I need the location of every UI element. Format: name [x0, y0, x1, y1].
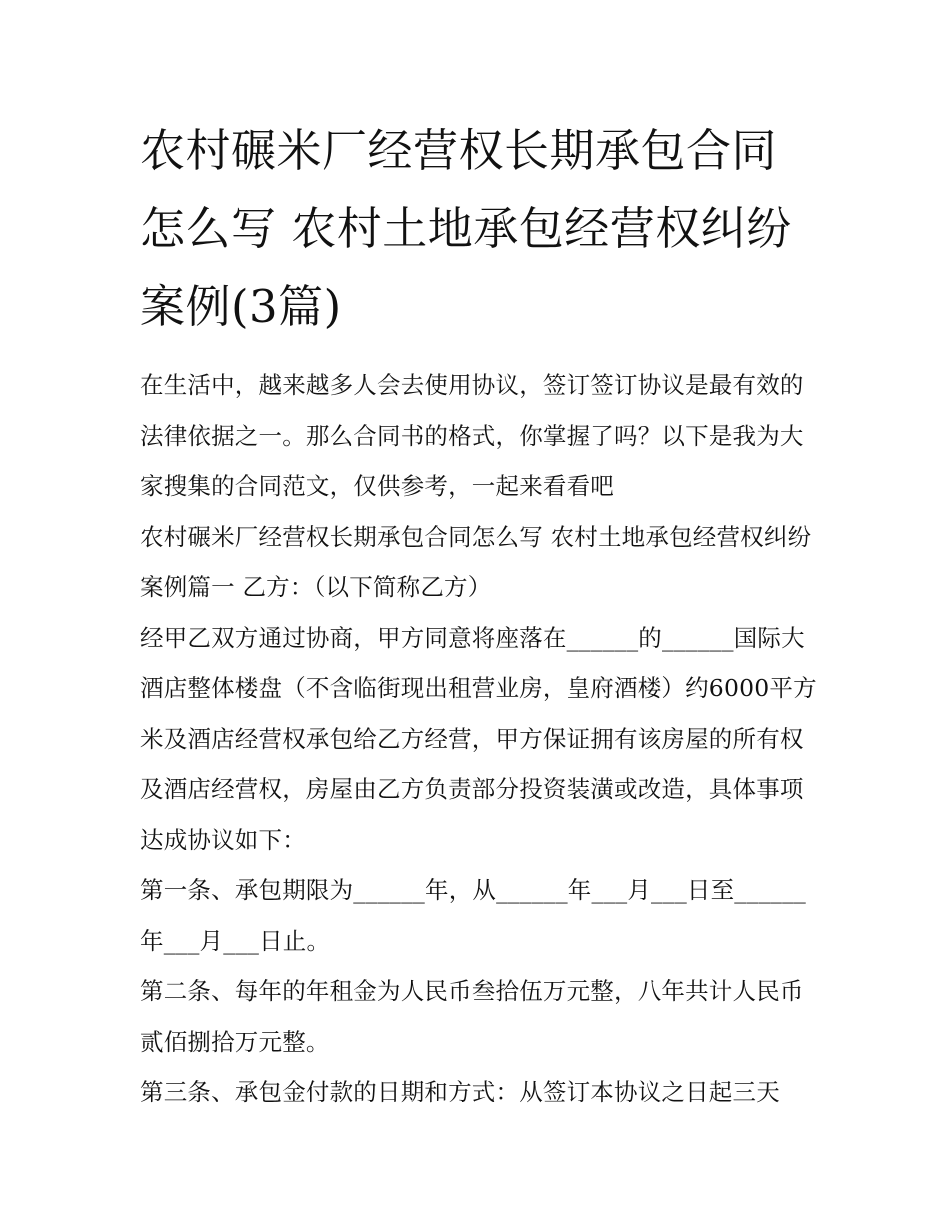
- clause-3-paragraph: 第三条、承包金付款的日期和方式：从签订本协议之日起三天: [140, 1078, 780, 1106]
- section-heading-paragraph: 农村碾米厂经营权长期承包合同怎么写 农村土地承包经营权纠纷案例篇一 乙方：（以下简称乙方）: [140, 522, 812, 601]
- intro-paragraph: 在生活中，越来越多人会去使用协议，签订签订协议是最有效的法律依据之一。那么合同书的格式，你掌握了吗？以下是我为大家搜集的合同范文，仅供参考，一起来看看吧: [140, 371, 804, 500]
- document-body: [140, 360, 820, 1118]
- document-page: [140, 112, 820, 1118]
- clause-1-paragraph: 第一条、承包期限为______年，从______年___月___日至______年___月___日止。: [140, 876, 806, 955]
- agreement-preamble-paragraph: 经甲乙双方通过协商，甲方同意将座落在______的______国际大酒店整体楼盘（不含临街现出租营业房，皇府酒楼）约6000平方米及酒店经营权承包给乙方经营，甲方保证拥有该房屋的所有权及酒店经营权，房屋由乙方负责部分投资装潢或改造，具体事项达成协议如下：: [140, 623, 817, 854]
- clause-2-paragraph: 第二条、每年的年租金为人民币叁拾伍万元整，八年共计人民币贰佰捌拾万元整。: [140, 977, 804, 1056]
- document-title: 农村碾米厂经营权长期承包合同怎么写 农村土地承包经营权纠纷案例(3篇): [140, 124, 792, 333]
